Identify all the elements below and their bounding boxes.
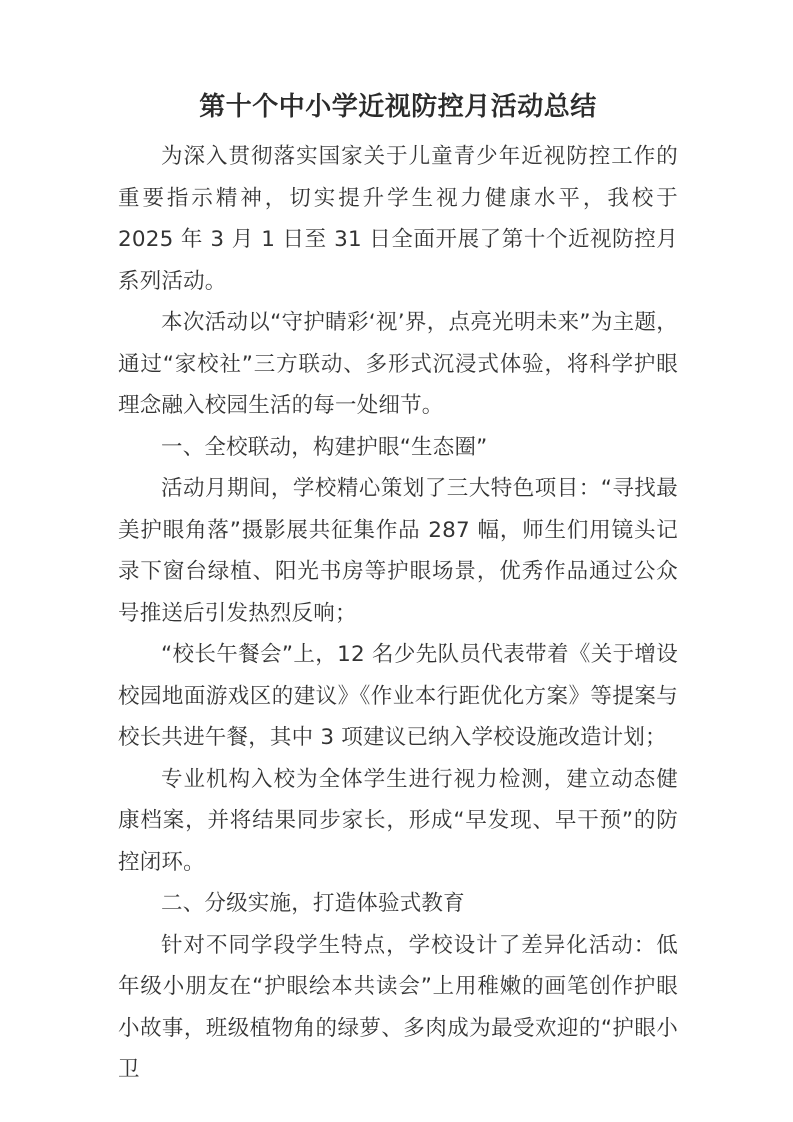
paragraph-photo-exhibition: 活动月期间，学校精心策划了三大特色项目：“寻找最美护眼角落”摄影展共征集作品 287 幅，师生们用镜头记录下窗台绿植、阳光书房等护眼场景，优秀作品通过公众号推送后引发热烈反响； [118, 476, 678, 626]
paragraph-vision-screening: 专业机构入校为全体学生进行视力检测，建立动态健康档案，并将结果同步家长，形成“早发现、早干预”的防控闭环。 [118, 766, 678, 875]
paragraph-principal-lunch: “校长午餐会”上，12 名少先队员代表带着《关于增设校园地面游戏区的建议》《作业本行距优化方案》等提案与校长共进午餐，其中 3 项建议已纳入学校设施改造计划； [118, 642, 678, 750]
page-title: 第十个中小学近视防控月活动总结 [199, 92, 597, 122]
paragraph-intro: 为深入贯彻落实国家关于儿童青少年近视防控工作的重要指示精神，切实提升学生视力健康水平，我校于 2025 年 3 月 1 日至 31 日全面开展了第十个近视防控月系列活动。 [118, 144, 678, 294]
paragraph-theme: 本次活动以“守护睛彩‘视’界，点亮光明未来”为主题，通过“家校社”三方联动、多形式沉浸式体验，将科学护眼理念融入校园生活的每一处细节。 [118, 310, 678, 418]
paragraph-graded-activities: 针对不同学段学生特点，学校设计了差异化活动：低年级小朋友在“护眼绘本共读会”上用稚嫩的画笔创作护眼小故事，班级植物角的绿萝、多肉成为最受欢迎的“护眼小卫 [118, 932, 678, 1082]
section-heading-one: 一、全校联动，构建护眼“生态圈” [161, 434, 488, 460]
document-body [118, 86, 678, 1091]
section-heading-two: 二、分级实施，打造体验式教育 [161, 891, 465, 916]
